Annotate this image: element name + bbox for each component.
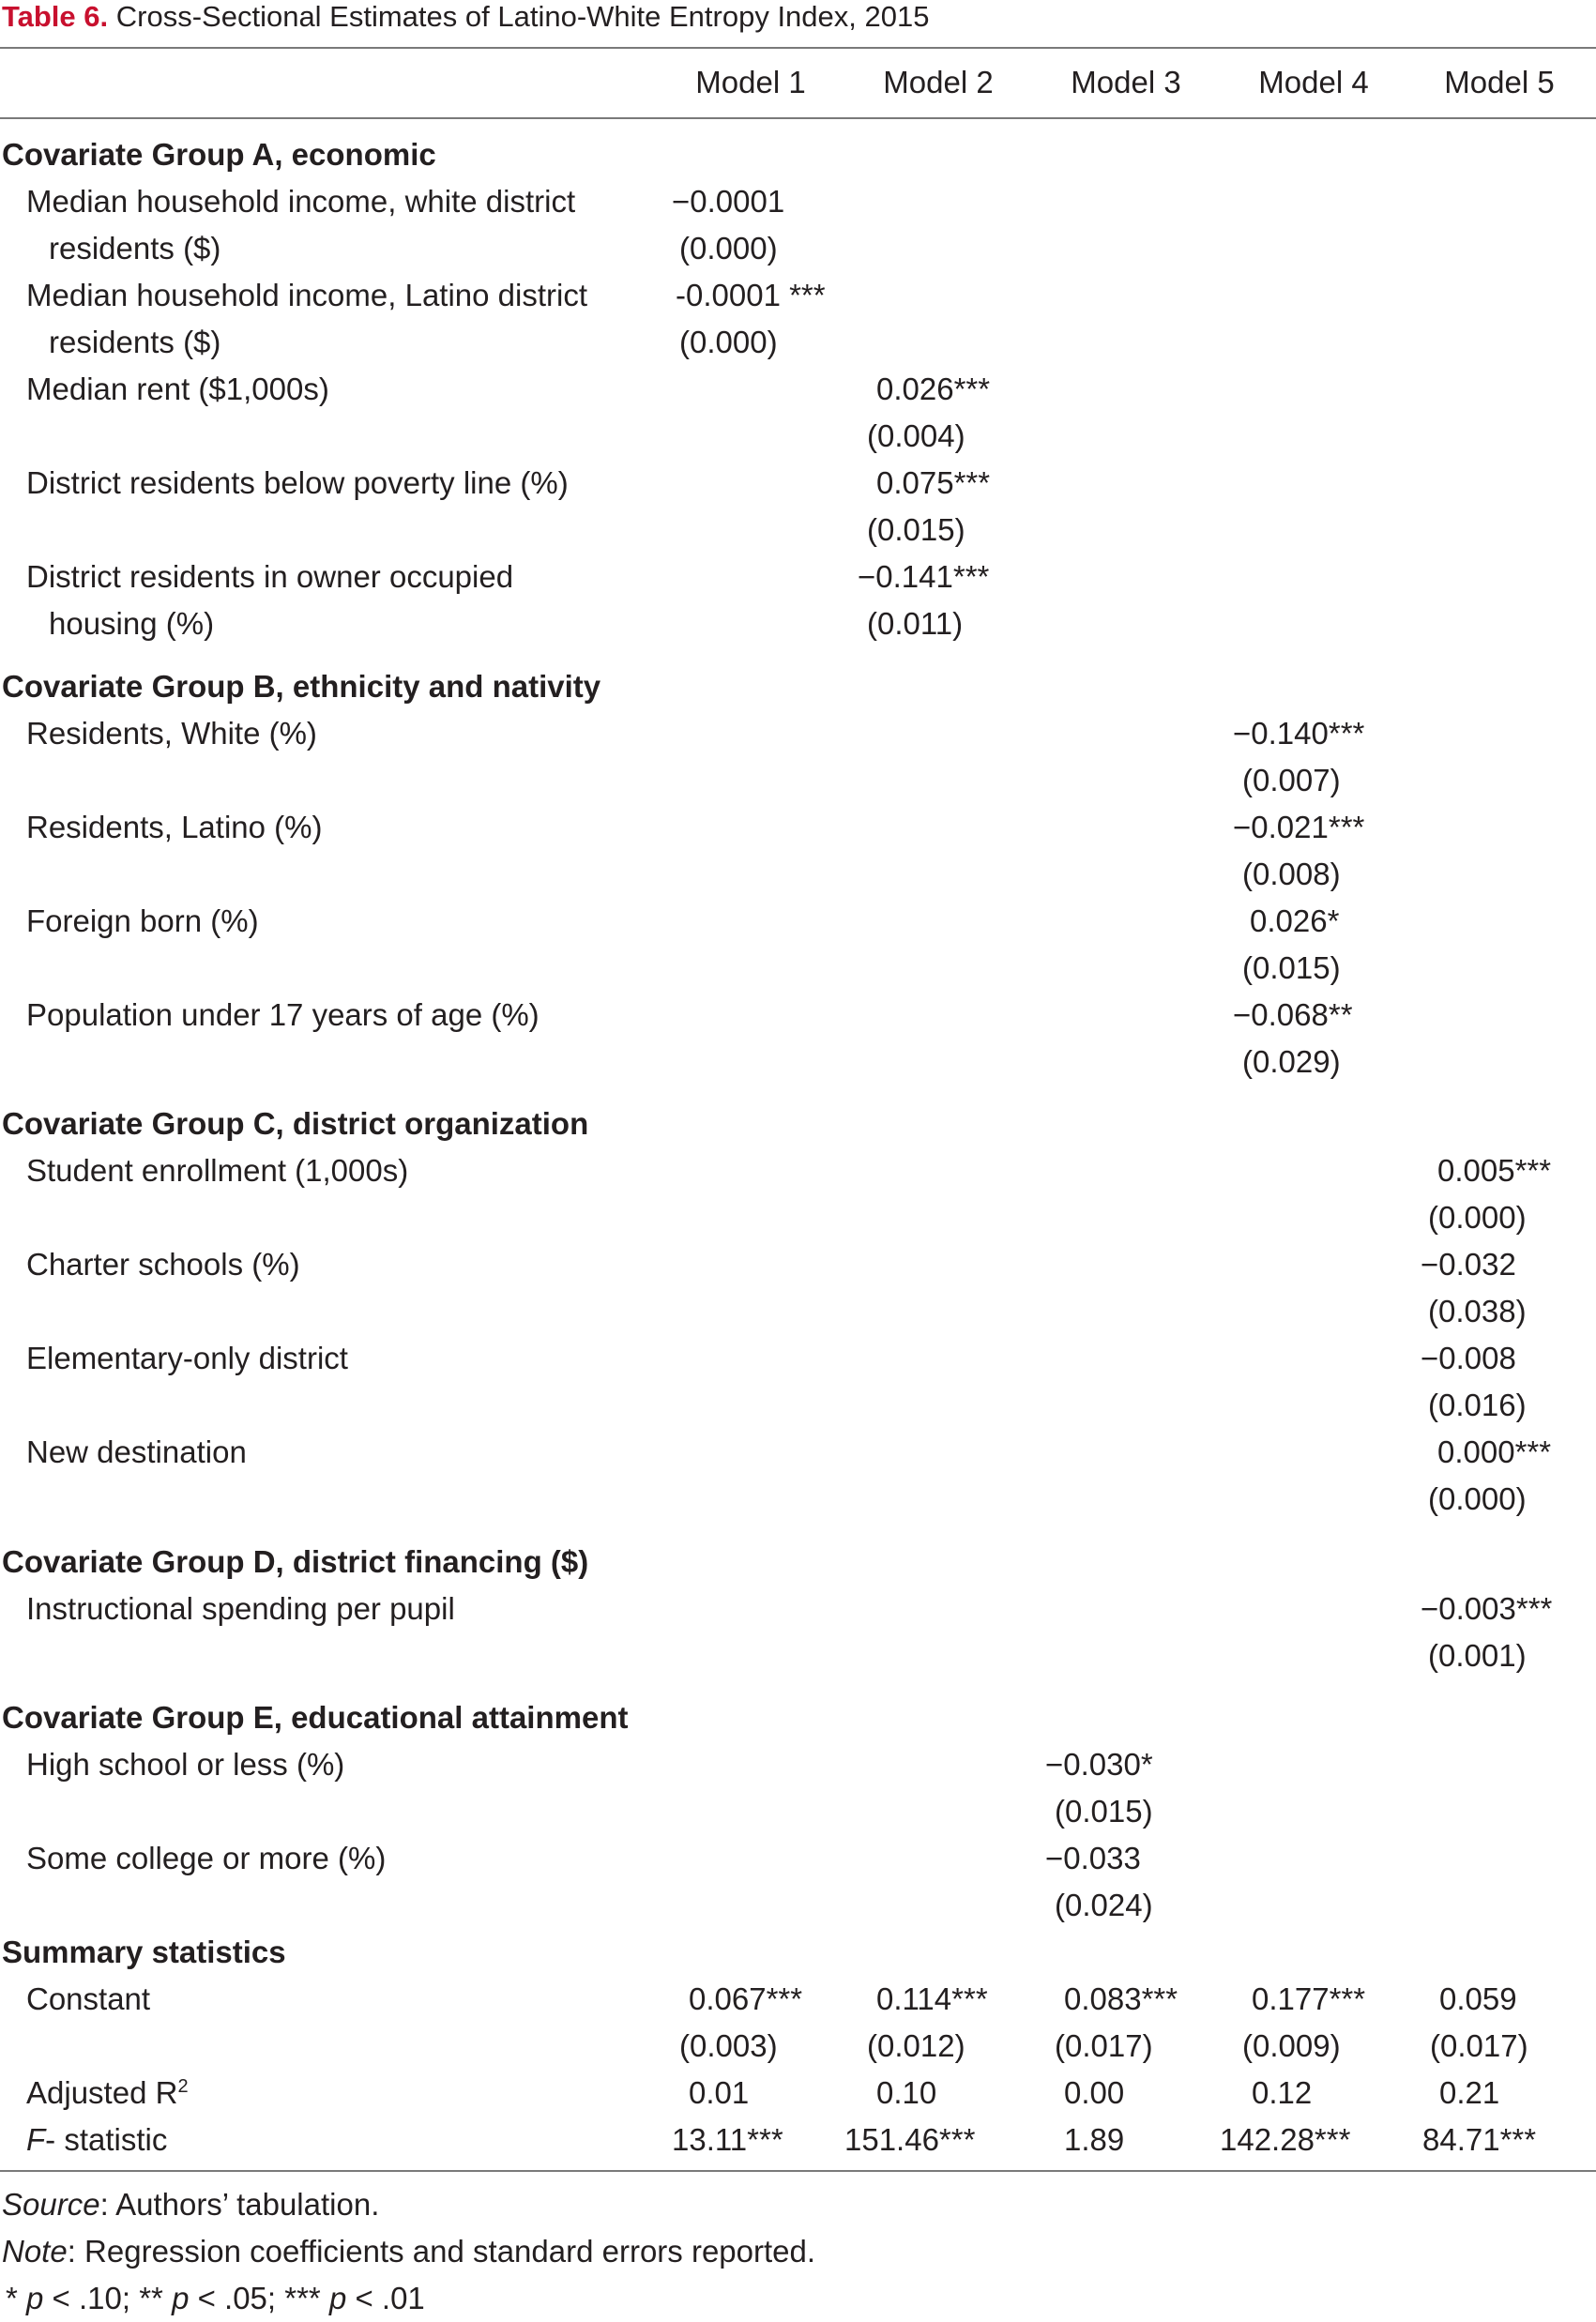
table-row: (0.015) bbox=[1242, 950, 1341, 985]
col-model-1: Model 1 bbox=[695, 65, 806, 99]
table-row: Median household income, Latino district -0.0001 *** bbox=[26, 278, 826, 312]
col-model-5: Model 5 bbox=[1444, 65, 1555, 99]
table-row: Constant 0.067*** 0.114*** 0.083*** 0.177*** 0.059 bbox=[26, 1981, 1517, 2016]
table-row: F- statistic 13.11*** 151.46*** 1.89 142.28*** 84.71*** bbox=[26, 2122, 1537, 2157]
table-row: Median rent ($1,000s) 0.026*** bbox=[26, 372, 991, 406]
group-heading: Summary statistics bbox=[2, 1935, 286, 1969]
table-row: (0.024) bbox=[1055, 1888, 1153, 1922]
table-number: Table 6. bbox=[2, 0, 109, 33]
table-row: Charter schools (%) −0.032 bbox=[26, 1247, 1516, 1282]
table-row: Foreign born (%) 0.026* bbox=[26, 903, 1340, 938]
table-row: (0.004) bbox=[867, 418, 965, 453]
table-title bbox=[2, 0, 929, 38]
table-row: Median household income, white district −0.0001 bbox=[26, 184, 785, 219]
table-row: residents ($) (0.000) bbox=[49, 231, 778, 266]
group-heading: Covariate Group E, educational attainment bbox=[2, 1700, 629, 1735]
col-model-3: Model 3 bbox=[1071, 65, 1181, 99]
table-row: Residents, White (%) −0.140*** bbox=[26, 716, 1365, 751]
group-heading: Covariate Group C, district organization bbox=[2, 1106, 589, 1141]
col-model-2: Model 2 bbox=[883, 65, 994, 99]
table-row: (0.038) bbox=[1428, 1294, 1527, 1328]
table-row: (0.015) bbox=[867, 512, 965, 547]
table-row: (0.001) bbox=[1428, 1638, 1527, 1673]
table-row: housing (%) (0.011) bbox=[49, 606, 964, 641]
group-heading: Covariate Group A, economic bbox=[2, 137, 436, 172]
table-row: Some college or more (%) −0.033 bbox=[26, 1841, 1141, 1875]
col-model-4: Model 4 bbox=[1258, 65, 1369, 99]
group-heading: Covariate Group D, district financing ($) bbox=[2, 1544, 589, 1579]
table-row: Instructional spending per pupil −0.003*** bbox=[26, 1591, 1553, 1626]
table-row: (0.016) bbox=[1428, 1388, 1527, 1422]
header-row bbox=[0, 59, 1596, 106]
table-row: Elementary-only district −0.008 bbox=[26, 1341, 1516, 1375]
bottom-rule bbox=[0, 2170, 1596, 2172]
significance-note: * p < .10; ** p < .05; *** p < .01 bbox=[6, 2281, 425, 2315]
table-row: (0.000) bbox=[1428, 1481, 1527, 1516]
header-rule bbox=[0, 117, 1596, 119]
table-row: (0.007) bbox=[1242, 763, 1341, 797]
table-row: Residents, Latino (%) −0.021*** bbox=[26, 810, 1365, 844]
table-row: Population under 17 years of age (%) −0.068** bbox=[26, 997, 1353, 1032]
table-row: District residents in owner occupied −0.141*** bbox=[26, 559, 990, 594]
source-note: Source: Authors’ tabulation. bbox=[2, 2187, 380, 2222]
table-row: Adjusted $R^2$ 0.01 0.10 0.00 0.12 0.21 bbox=[26, 2075, 1500, 2110]
table-row: (0.000) bbox=[1428, 1200, 1527, 1235]
general-note: Note: Regression coefficients and standard errors reported. bbox=[2, 2234, 816, 2269]
table-row: (0.015) bbox=[1055, 1794, 1153, 1829]
table-caption: Cross-Sectional Estimates of Latino-White Entropy Index, 2015 bbox=[115, 0, 930, 33]
group-heading: Covariate Group B, ethnicity and nativity bbox=[2, 669, 601, 704]
table-row: High school or less (%) −0.030* bbox=[26, 1747, 1153, 1782]
top-rule bbox=[0, 47, 1596, 49]
table-row: residents ($) (0.000) bbox=[49, 325, 778, 359]
table-row: (0.008) bbox=[1242, 857, 1341, 891]
table-row: District residents below poverty line (%) 0.075*** bbox=[26, 465, 991, 500]
table-row: New destination 0.000*** bbox=[26, 1434, 1552, 1469]
table-row: (0.029) bbox=[1242, 1044, 1341, 1079]
table-row: (0.003) (0.012) (0.017) (0.009) (0.017) bbox=[679, 2028, 1528, 2063]
table-row: Student enrollment (1,000s) 0.005*** bbox=[26, 1153, 1552, 1188]
